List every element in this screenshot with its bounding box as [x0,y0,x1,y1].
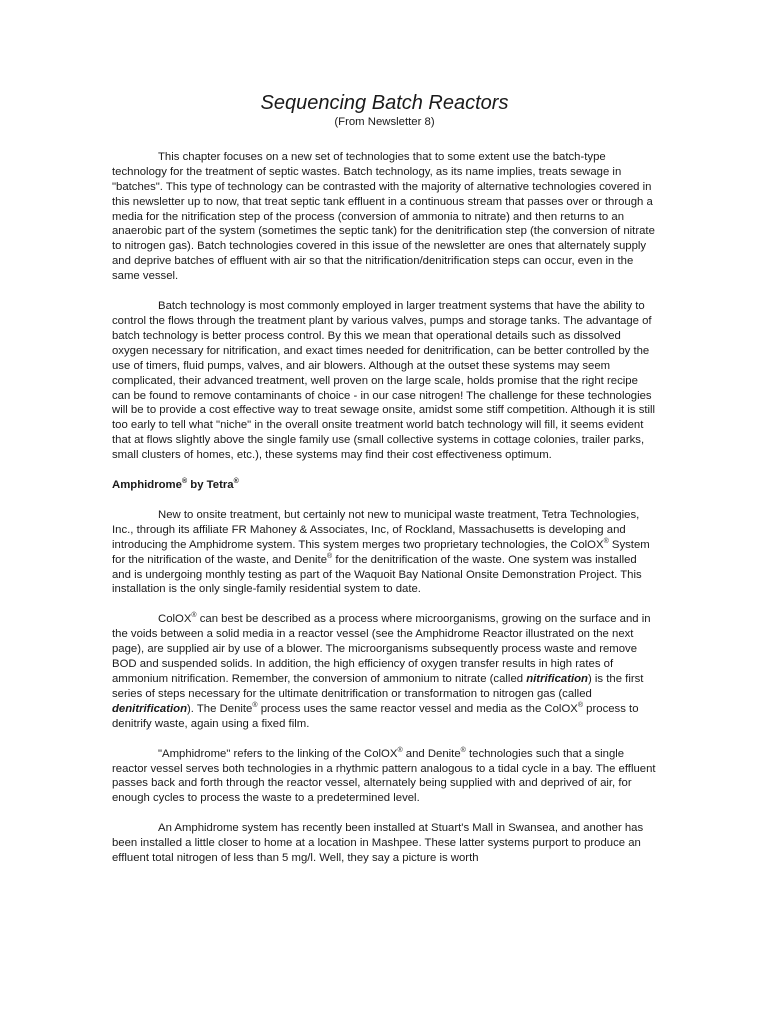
heading-text-by-tetra: by Tetra [187,479,234,492]
text-run: process to denitrify waste, again using a fixed film. [112,702,639,730]
paragraph-amphidrome-definition [112,747,657,807]
registered-mark: ® [460,746,466,754]
document-page [112,88,657,881]
registered-mark: ® [191,612,197,620]
paragraph-batch-technology: Batch technology is most commonly employed in larger treatment systems that have the ability to control the flows through the treatment plant by various valves, pumps and storage tanks. The advantage of batch technology is better process control. By this we mean that operational details such as dissolved oxygen necessary for nitrification, and exact times needed for denitrification, can be better controlled by the use of timers, fluid pumps, valves, and air blowers. Although at the outset these systems may seem complicated, their advanced treatment, well proven on the large scale, holds promise that the right recipe can be found to remove contaminants of choice - in our case nitrogen! The challenge for these technologies will be to provide a cost effective way to treat sewage onsite, amidst some stiff competition. Although it is still too early to tell what "niche" in the overall onsite treatment world batch technology will fill, it seems evident that at flows slightly above the single family use (small collective systems in cottage colonies, trailer parks, small clusters of homes, etc.), these systems may find their cost effectiveness optimum. [112,300,656,462]
text-run: for the denitrification of the waste. One system was installed and is undergoing monthly testing as part of the Waquoit Bay National Onsite Demonstration Project. This installation is the only single-family residential system to date. [112,553,642,596]
text-run: process uses the same reactor vessel and media as the ColOX [257,702,578,715]
term-denitrification: denitrification [112,702,187,715]
registered-mark: ® [577,701,584,709]
registered-mark: ® [603,537,609,545]
registered-mark: ® [252,701,258,709]
term-nitrification: nitrification [526,673,588,685]
text-run: "Amphidrome" refers to the linking of the ColOX [158,747,398,760]
text-run: System for the nitrification of the waste, and Denite [112,538,650,566]
text-run: ColOX [158,613,192,626]
text-run: ) is the first series of steps necessary for the ultimate denitrification or transformation to nitrogen gas (called [112,673,644,700]
section-heading-amphidrome [112,478,657,493]
paragraph-colox [112,612,657,731]
text-run: can best be described as a process where microorganisms, growing on the surface and in the voids between a solid media in a reactor vessel (see the Amphidrome Reactor illustrated on the next page), are supplied air by use of a blower. The microorganisms subsequently process waste and remove BOD and suspended solids. In addition, the high efficiency of oxygen transfer results in high rates of ammonium nitrification. Remember, the conversion of ammonium to nitrate (called [112,613,651,685]
paragraph-intro: This chapter focuses on a new set of technologies that to some extent use the batch-type technology for the treatment of septic wastes. Batch technology, as its name implies, treats sewage in "batches". This type of technology can be contrasted with the majority of alternative technologies covered in this newsletter up to now, that treat septic tank effluent in a continuous stream that passes over or through a media for the nitrification step of the process (conversion of ammonia to nitrate) and then returns to an anaerobic part of the system (sometimes the septic tank) for the denitrification step (the conversion of nitrate to nitrogen gas). Batch technologies covered in this issue of the newsletter are ones that alternately supply and deprive batches of effluent with air so that the nitrification/denitrification steps can occur, even in the same vessel. [112,150,655,283]
paragraph-tetra-technologies [112,508,657,597]
document-subtitle: (From Newsletter 8) [334,116,435,128]
document-title: Sequencing Batch Reactors [260,92,509,114]
heading-text-amphidrome: Amphidrome [112,479,182,492]
text-run: technologies such that a single reactor vessel serves both technologies in a rhythmic pattern analogous to a tidal cycle in a bay. The effluent passes back and forth through the reactor vessel, alternately being supplied with and deprived of air, for enough cycles to process the waste to a predetermined level. [112,747,656,805]
registered-mark: ® [233,478,239,486]
text-run: and Denite [402,747,461,760]
paragraph-installations: An Amphidrome system has recently been installed at Stuart's Mall in Swansea, and another has been installed a little closer to home at a location in Mashpee. These latter systems purport to produce an effluent total nitrogen of less than 5 mg/l. Well, they say a picture is worth [112,822,644,865]
registered-mark: ® [397,746,403,754]
text-run: New to onsite treatment, but certainly not new to municipal waste treatment, Tetra Technologies, Inc., through its affiliate FR Mahoney & Associates, Inc, of Rockland, Massachusetts is developing and introducing the Amphidrome system. This system merges two proprietary technologies, the ColOX [112,508,640,551]
text-run: ). The Denite [187,702,253,715]
registered-mark: ® [181,478,188,486]
registered-mark: ® [327,552,333,560]
